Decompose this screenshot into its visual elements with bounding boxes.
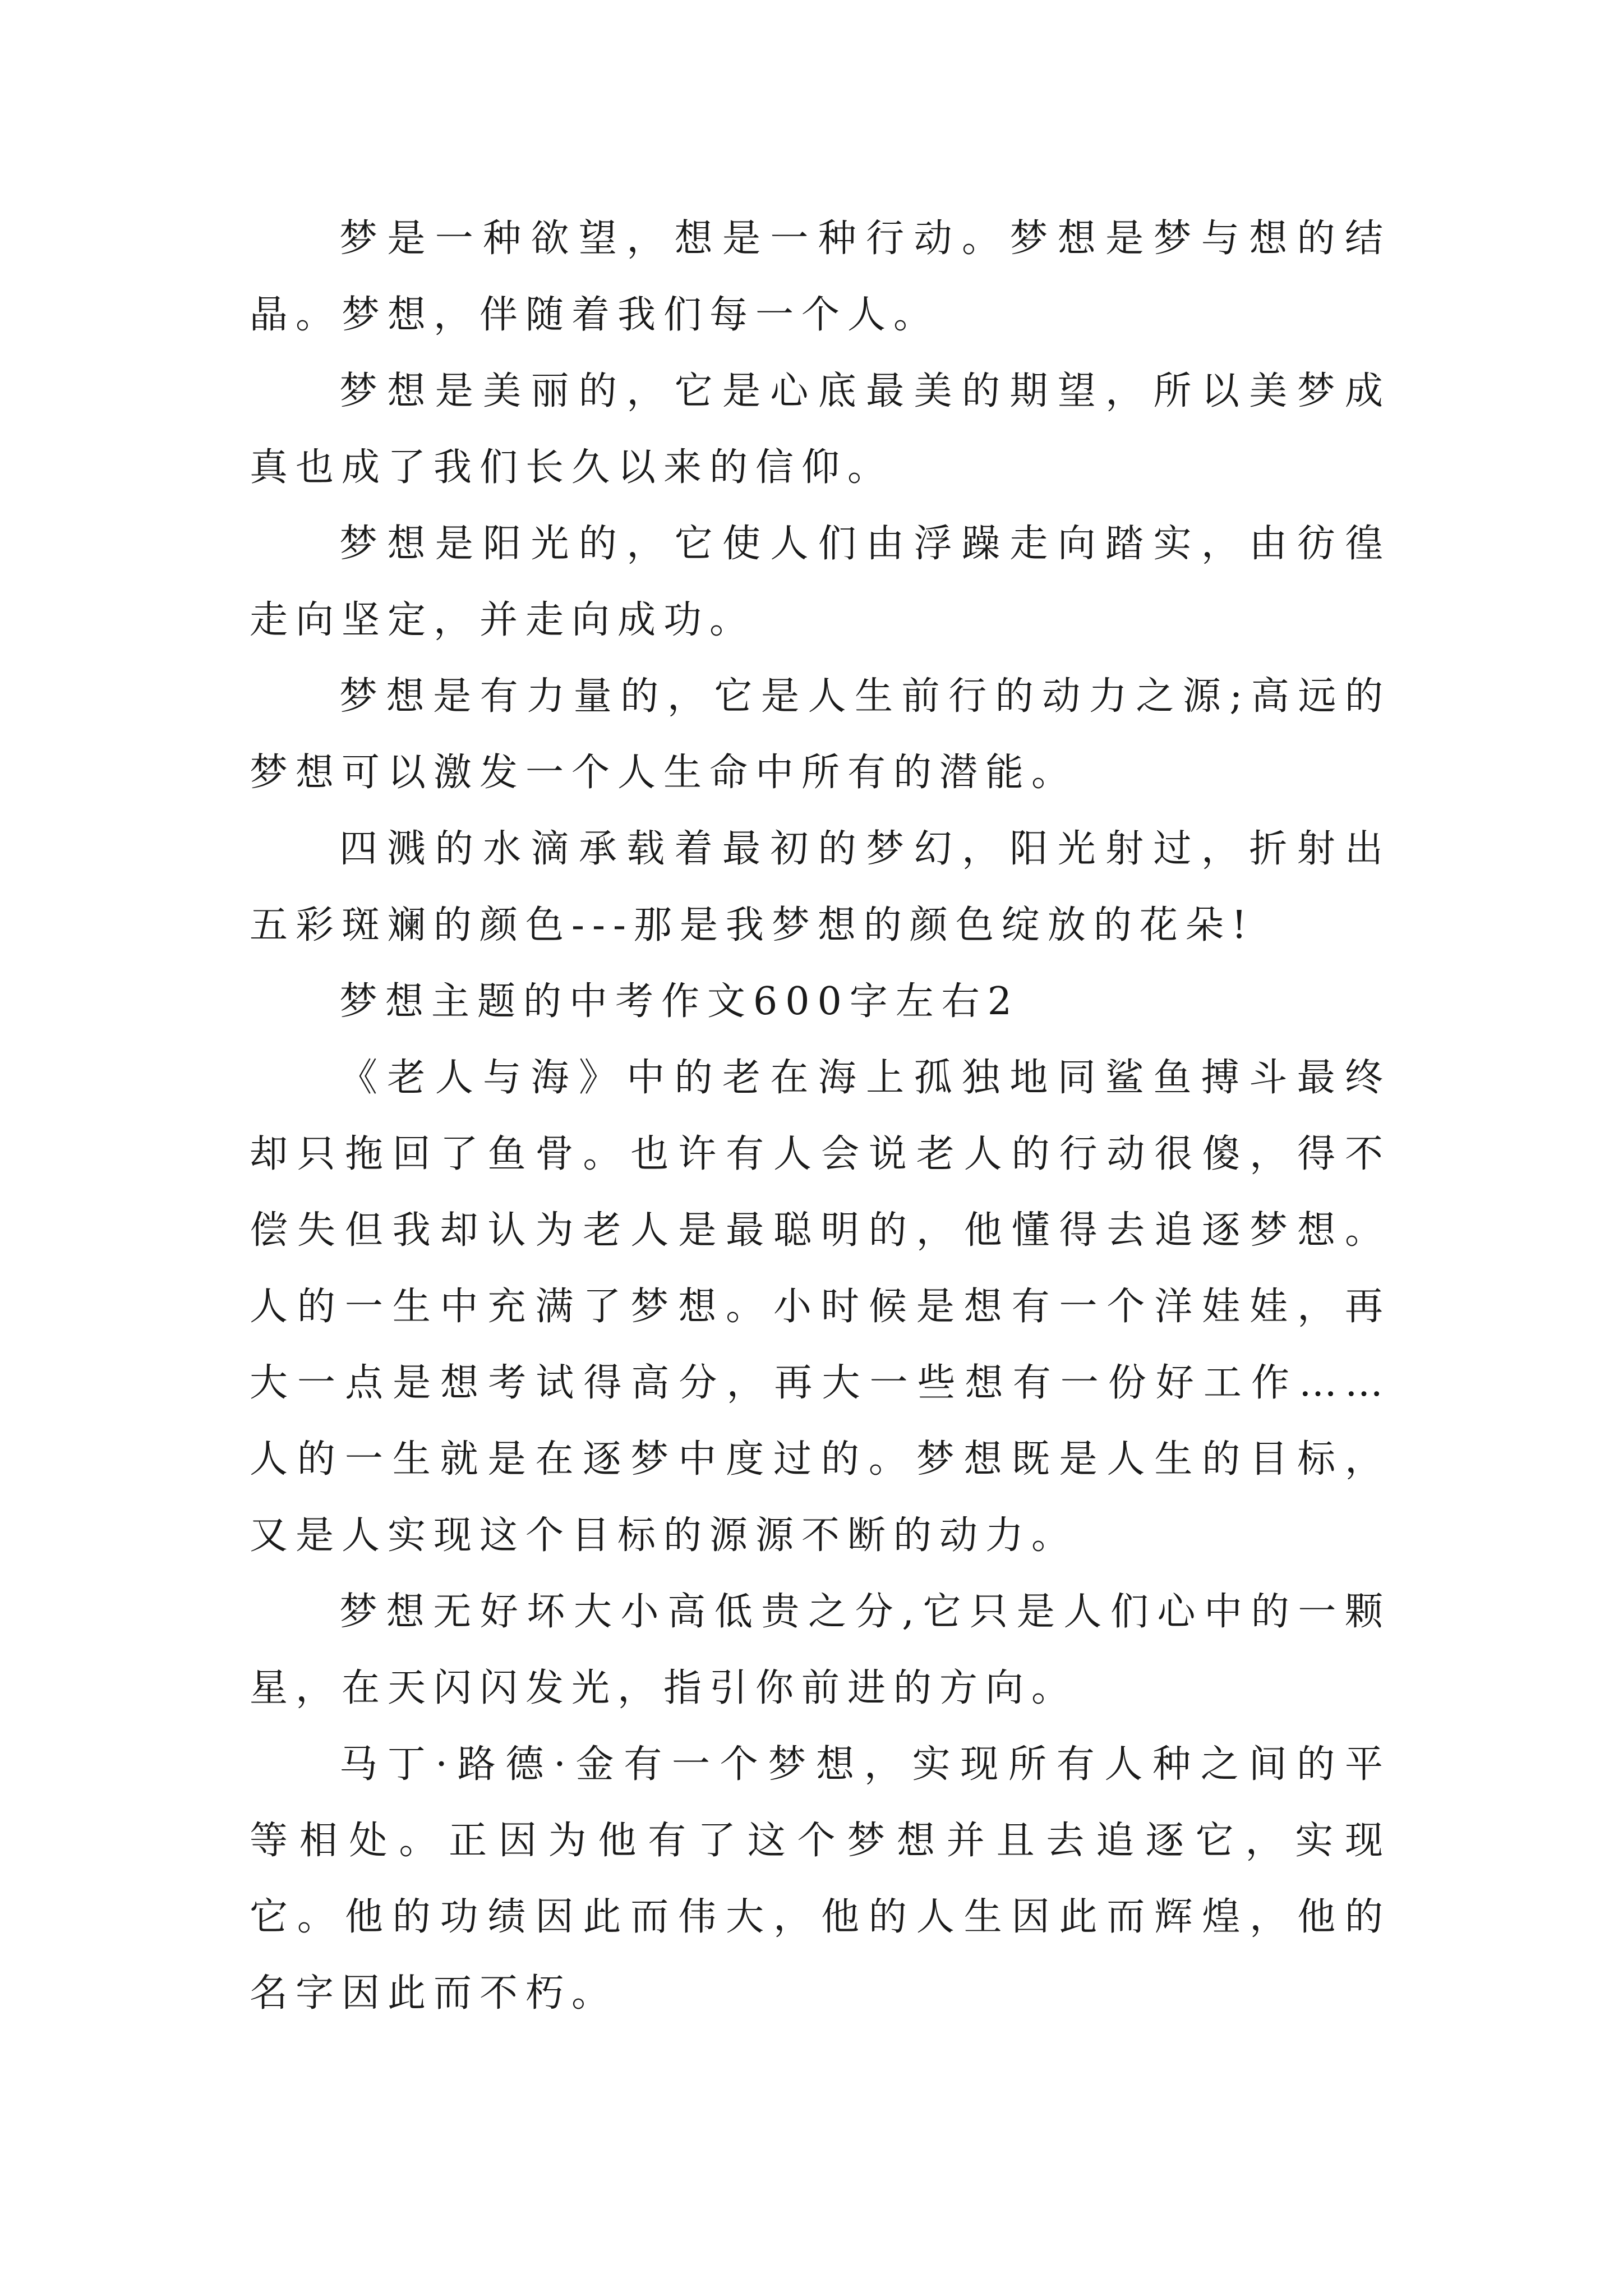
paragraph-8: 马丁·路德·金有一个梦想，实现所有人种之间的平等相处。正因为他有了这个梦想并且去追逐它，实现它。他的功绩因此而伟大，他的人生因此而辉煌，他的名字因此而不朽。 <box>250 1742 1391 2016</box>
paragraph-2: 梦想是美丽的，它是心底最美的期望，所以美梦成真也成了我们长久以来的信仰。 <box>250 369 1391 490</box>
section-heading: 梦想主题的中考作文600字左右2 <box>339 979 1020 1024</box>
paragraph-1: 梦是一种欲望，想是一种行动。梦想是梦与想的结晶。梦想，伴随着我们每一个人。 <box>250 217 1391 337</box>
document-body <box>250 201 1391 2032</box>
paragraph-5: 四溅的水滴承载着最初的梦幻，阳光射过，折射出五彩斑斓的颜色---那是我梦想的颜色绽放的花朵! <box>250 827 1391 947</box>
paragraph-7: 梦想无好坏大小高低贵之分,它只是人们心中的一颗星，在天闪闪发光，指引你前进的方向。 <box>250 1590 1391 1710</box>
paragraph-4: 梦想是有力量的，它是人生前行的动力之源;高远的梦想可以激发一个人生命中所有的潜能。 <box>250 674 1391 795</box>
paragraph-3: 梦想是阳光的，它使人们由浮躁走向踏实，由彷徨走向坚定，并走向成功。 <box>250 522 1391 642</box>
paragraph-6: 《老人与海》中的老在海上孤独地同鲨鱼搏斗最终却只拖回了鱼骨。也许有人会说老人的行动很傻，得不偿失但我却认为老人是最聪明的，他懂得去追逐梦想。人的一生中充满了梦想。小时候是想有一个洋娃娃，再大一点是想考试得高分，再大一些想有一份好工作……人的一生就是在逐梦中度过的。梦想既是人生的目标，又是人实现这个目标的源源不断的动力。 <box>250 1056 1391 1558</box>
